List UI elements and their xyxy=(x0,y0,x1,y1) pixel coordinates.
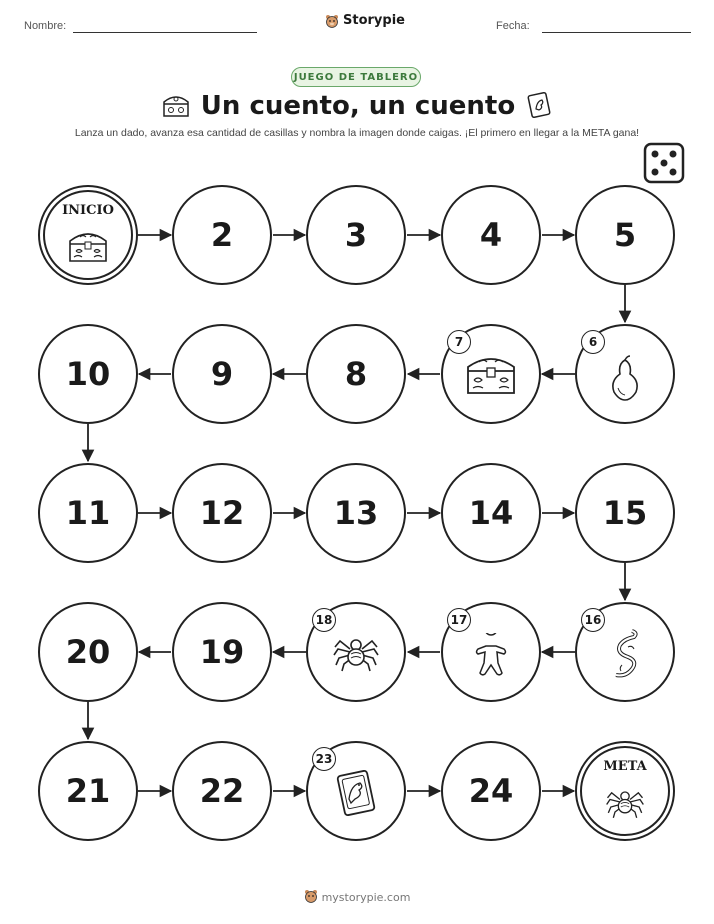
treasure-chest-icon xyxy=(463,351,519,397)
brand-name: Storypie xyxy=(343,13,405,28)
space-number-badge: 7 xyxy=(447,330,471,354)
board-space-3[interactable] xyxy=(306,185,406,285)
board-space-16[interactable] xyxy=(575,602,675,702)
board-space-15[interactable] xyxy=(575,463,675,563)
spider-icon xyxy=(332,631,380,673)
space-number: 13 xyxy=(333,494,379,532)
space-number: 5 xyxy=(613,216,637,254)
start-label: INICIO xyxy=(62,203,114,218)
board-space-4[interactable] xyxy=(441,185,541,285)
title-text: Un cuento, un cuento xyxy=(200,91,516,121)
bear-icon xyxy=(304,889,318,903)
footer-url[interactable]: mystorypie.com xyxy=(321,891,411,904)
board-space-9[interactable] xyxy=(172,324,272,424)
space-number-badge: 23 xyxy=(312,747,336,771)
board-space-7[interactable] xyxy=(441,324,541,424)
snake-vine-icon xyxy=(608,627,642,683)
space-number-badge: 16 xyxy=(581,608,605,632)
space-number: 14 xyxy=(468,494,514,532)
space-number: 8 xyxy=(344,355,368,393)
treasure-chest-icon xyxy=(66,227,110,265)
board-space-19[interactable] xyxy=(172,602,272,702)
goal-label: META xyxy=(603,759,647,774)
space-number: 20 xyxy=(65,633,111,671)
board-space-14[interactable] xyxy=(441,463,541,563)
board-space-12[interactable] xyxy=(172,463,272,563)
space-number: 10 xyxy=(65,355,111,393)
board-space-2[interactable] xyxy=(172,185,272,285)
board-space-22[interactable] xyxy=(172,741,272,841)
space-number: 19 xyxy=(199,633,245,671)
board-space-10[interactable] xyxy=(38,324,138,424)
board-space-21[interactable] xyxy=(38,741,138,841)
space-number-badge: 17 xyxy=(447,608,471,632)
space-number: 12 xyxy=(199,494,245,532)
gourd-icon xyxy=(607,354,643,402)
board-space-8[interactable] xyxy=(306,324,406,424)
space-number: 21 xyxy=(65,772,111,810)
space-number: 4 xyxy=(479,216,503,254)
footer xyxy=(0,889,714,904)
name-label: Nombre: xyxy=(24,20,67,32)
space-number: 3 xyxy=(344,216,368,254)
storybook-icon xyxy=(333,769,379,819)
board-space-5[interactable] xyxy=(575,185,675,285)
space-number: 22 xyxy=(199,772,245,810)
board-space-start[interactable] xyxy=(38,185,138,285)
board-space-6[interactable] xyxy=(575,324,675,424)
space-number: 15 xyxy=(602,494,648,532)
board-space-18[interactable] xyxy=(306,602,406,702)
board-space-goal[interactable] xyxy=(575,741,675,841)
space-number: 9 xyxy=(210,355,234,393)
board-space-11[interactable] xyxy=(38,463,138,563)
space-number: 2 xyxy=(210,216,234,254)
space-number: 11 xyxy=(65,494,111,532)
space-number: 24 xyxy=(468,772,514,810)
instructions: Lanza un dado, avanza esa cantidad de casillas y nombra la imagen donde caigas. ¡El primero en llegar a la META gana! xyxy=(74,127,640,139)
board-space-24[interactable] xyxy=(441,741,541,841)
space-number-badge: 18 xyxy=(312,608,336,632)
board-space-17[interactable] xyxy=(441,602,541,702)
board-space-13[interactable] xyxy=(306,463,406,563)
spider-icon xyxy=(605,784,645,820)
gingerbread-icon xyxy=(473,633,509,677)
board-space-23[interactable] xyxy=(306,741,406,841)
board-space-20[interactable] xyxy=(38,602,138,702)
date-label: Fecha: xyxy=(496,20,530,32)
game-type-tag: JUEGO DE TABLERO xyxy=(291,67,421,87)
space-number-badge: 6 xyxy=(581,330,605,354)
